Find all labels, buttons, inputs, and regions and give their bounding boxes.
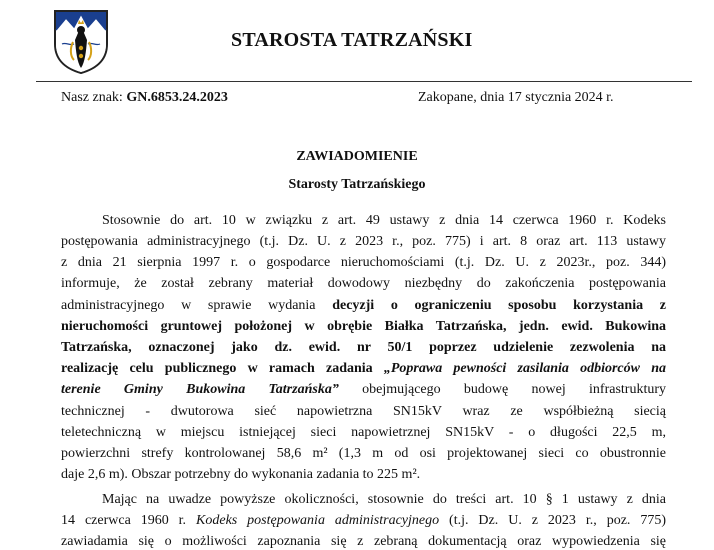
text-run: (t.j. Dz. U. z 2023 r., poz. 775)	[439, 513, 667, 528]
text-line: postępowania administracyjnego (t.j. Dz. U. z 2023 r., poz. 775) i art. 8 oraz art. 113 ustawy	[61, 234, 666, 249]
text-run-bold: nieruchomości gruntowej położonej w obrębie Białka Tatrzańska, jedn. ewid. Bukowina	[61, 319, 666, 334]
document-subtitle: Starosty Tatrzańskiego	[288, 177, 426, 192]
reference-line	[61, 90, 228, 106]
text-line	[61, 297, 666, 314]
text-line: technicznej - dwutorowa sieć napowietrzna SN15kV wraz ze współbieżną siecią	[61, 404, 666, 419]
text-line	[61, 339, 666, 356]
text-line: Stosownie do art. 10 w związku z art. 49 ustawy z dnia 14 czerwca 1960 r. Kodeks	[102, 213, 666, 228]
text-run-bold-italic: terenie Gminy Bukowina Tatrzańska”	[61, 382, 339, 397]
text-line	[61, 381, 666, 398]
text-run-bold-italic: „Poprawa pewności zasilania odbiorców na	[383, 361, 666, 376]
header-divider	[36, 81, 692, 82]
text-line	[61, 360, 666, 377]
reference-label: Nasz znak:	[61, 90, 123, 105]
text-line: z dnia 21 sierpnia 1997 r. o gospodarce nieruchomościami (t.j. Dz. U. z 2023r., poz. 344)	[61, 255, 666, 270]
text-run: obejmującego budowę nowej infrastruktury	[338, 382, 666, 397]
text-line: teletechniczną w miejscu istniejącej sieci napowietrznej SN15kV - o długości 22,5 m,	[61, 425, 666, 440]
text-run-bold: realizację celu publicznego w ramach zadania	[61, 361, 384, 376]
text-run-italic: Kodeks postępowania administracyjnego	[196, 513, 440, 528]
text-line: powierzchni strefy kontrolowanej 58,6 m² (1,3 m od osi projektowanej sieci co obustronnie	[61, 446, 666, 461]
document-title: ZAWIADOMIENIE	[296, 149, 418, 164]
text-run-bold: Tatrzańska, oznaczonej jako dz. ewid. nr 50/1 poprzez udzielenie zezwolenia na	[61, 340, 666, 355]
text-line: daje 2,6 m). Obszar potrzebny do wykonania zadania to 225 m².	[61, 467, 421, 482]
place-and-date: Zakopane, dnia 17 stycznia 2024 r.	[418, 90, 614, 105]
text-run: 14 czerwca 1960 r.	[61, 513, 197, 528]
reference-number: GN.6853.24.2023	[126, 90, 228, 105]
coat-of-arms-crest	[52, 8, 110, 74]
text-line: zawiadamia się o możliwości zapoznania się z zebraną dokumentacją oraz wypowiedzenia się	[61, 534, 666, 549]
text-run: administracyjnego w sprawie wydania	[61, 298, 333, 313]
text-run-bold: decyzji o ograniczeniu sposobu korzystania z	[332, 298, 666, 313]
text-line	[61, 318, 666, 335]
text-line: informuje, że został zebrany materiał dowodowy niezbędny do zakończenia postępowania	[61, 276, 666, 291]
text-line: Mając na uwadze powyższe okoliczności, stosownie do treści art. 10 § 1 ustawy z dnia	[102, 492, 666, 507]
text-line	[61, 512, 666, 529]
organization-name: STAROSTA TATRZAŃSKI	[231, 29, 473, 51]
